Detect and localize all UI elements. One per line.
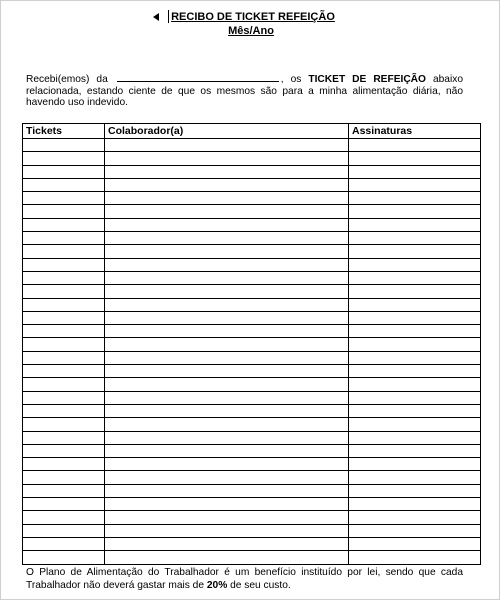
colaborador-cell[interactable] — [105, 298, 349, 311]
ticket-cell[interactable] — [23, 258, 105, 271]
ticket-cell[interactable] — [23, 471, 105, 484]
assinatura-cell[interactable] — [349, 178, 481, 191]
colaborador-cell[interactable] — [105, 245, 349, 258]
header-assinaturas: Assinaturas — [349, 124, 481, 139]
ticket-cell[interactable] — [23, 498, 105, 511]
table-row — [23, 311, 481, 324]
table-row — [23, 484, 481, 497]
table-row — [23, 298, 481, 311]
colaborador-cell[interactable] — [105, 418, 349, 431]
colaborador-cell[interactable] — [105, 484, 349, 497]
colaborador-cell[interactable] — [105, 218, 349, 231]
ticket-cell[interactable] — [23, 218, 105, 231]
table-row — [23, 245, 481, 258]
colaborador-cell[interactable] — [105, 205, 349, 218]
table-row — [23, 418, 481, 431]
table-row — [23, 551, 481, 564]
colaborador-cell[interactable] — [105, 537, 349, 550]
receipt-table — [22, 123, 481, 565]
colaborador-cell[interactable] — [105, 338, 349, 351]
assinatura-cell[interactable] — [349, 139, 481, 152]
text-cursor-icon — [168, 10, 169, 23]
ticket-cell[interactable] — [23, 551, 105, 564]
ticket-cell[interactable] — [23, 139, 105, 152]
document-title: RECIBO DE TICKET REFEIÇÃO — [171, 11, 335, 23]
ticket-cell[interactable] — [23, 378, 105, 391]
ticket-cell[interactable] — [23, 458, 105, 471]
table-row — [23, 404, 481, 417]
footer-part1: O Plano de Alimentação do Trabalhador é um benefício instituído por lei, sendo que cada Trabalhador não deverá gastar mais de — [26, 567, 463, 591]
statement-part3: abaixo relacionada, estando ciente de que os mesmos são para a minha alimentação diária, não havendo uso indevido. — [26, 74, 463, 108]
table-row — [23, 165, 481, 178]
ticket-cell[interactable] — [23, 311, 105, 324]
ticket-cell[interactable] — [23, 285, 105, 298]
ticket-cell[interactable] — [23, 351, 105, 364]
ticket-cell[interactable] — [23, 271, 105, 284]
table-row — [23, 458, 481, 471]
ticket-cell[interactable] — [23, 152, 105, 165]
assinatura-cell[interactable] — [349, 524, 481, 537]
colaborador-cell[interactable] — [105, 471, 349, 484]
table-row — [23, 152, 481, 165]
table-row — [23, 391, 481, 404]
statement-highlight: TICKET DE REFEIÇÃO — [308, 74, 426, 85]
colaborador-cell[interactable] — [105, 444, 349, 457]
assinatura-cell[interactable] — [349, 338, 481, 351]
ticket-cell[interactable] — [23, 444, 105, 457]
table-row — [23, 524, 481, 537]
assinatura-cell[interactable] — [349, 298, 481, 311]
table-row — [23, 444, 481, 457]
table-row — [23, 338, 481, 351]
header-colaborador: Colaborador(a) — [105, 124, 349, 139]
colaborador-cell[interactable] — [105, 498, 349, 511]
table-row — [23, 258, 481, 271]
assinatura-cell[interactable] — [349, 378, 481, 391]
assinatura-cell[interactable] — [349, 165, 481, 178]
table-row — [23, 498, 481, 511]
assinatura-cell[interactable] — [349, 444, 481, 457]
table-row — [23, 218, 481, 231]
colaborador-cell[interactable] — [105, 178, 349, 191]
table-row — [23, 205, 481, 218]
table-body — [23, 139, 481, 565]
receipt-statement — [26, 72, 463, 109]
ticket-cell[interactable] — [23, 365, 105, 378]
ticket-cell[interactable] — [23, 418, 105, 431]
colaborador-cell[interactable] — [105, 431, 349, 444]
ticket-cell[interactable] — [23, 431, 105, 444]
table-row — [23, 271, 481, 284]
colaborador-cell[interactable] — [105, 311, 349, 324]
document-title-line — [167, 10, 335, 24]
assinatura-cell[interactable] — [349, 311, 481, 324]
colaborador-cell[interactable] — [105, 365, 349, 378]
colaborador-cell[interactable] — [105, 232, 349, 245]
table-header-row — [23, 124, 481, 139]
ticket-cell[interactable] — [23, 391, 105, 404]
assinatura-cell[interactable] — [349, 391, 481, 404]
colaborador-cell[interactable] — [105, 271, 349, 284]
ticket-cell[interactable] — [23, 205, 105, 218]
colaborador-cell[interactable] — [105, 285, 349, 298]
assinatura-cell[interactable] — [349, 218, 481, 231]
ticket-cell[interactable] — [23, 404, 105, 417]
statement-part1: Recebi(emos) da — [26, 74, 108, 85]
ticket-cell[interactable] — [23, 484, 105, 497]
colaborador-cell[interactable] — [105, 524, 349, 537]
colaborador-cell[interactable] — [105, 551, 349, 564]
table-row — [23, 537, 481, 550]
colaborador-cell[interactable] — [105, 192, 349, 205]
table-row — [23, 378, 481, 391]
assinatura-cell[interactable] — [349, 365, 481, 378]
header-tickets: Tickets — [23, 124, 105, 139]
statement-part2: , os — [280, 74, 302, 85]
ticket-cell[interactable] — [23, 338, 105, 351]
colaborador-cell[interactable] — [105, 165, 349, 178]
assinatura-cell[interactable] — [349, 285, 481, 298]
assinatura-cell[interactable] — [349, 484, 481, 497]
assinatura-cell[interactable] — [349, 232, 481, 245]
assinatura-cell[interactable] — [349, 551, 481, 564]
table-row — [23, 192, 481, 205]
company-name-blank[interactable] — [117, 72, 279, 82]
ticket-cell[interactable] — [23, 537, 105, 550]
ticket-cell[interactable] — [23, 245, 105, 258]
ticket-cell[interactable] — [23, 192, 105, 205]
assinatura-cell[interactable] — [349, 325, 481, 338]
colaborador-cell[interactable] — [105, 325, 349, 338]
assinatura-cell[interactable] — [349, 271, 481, 284]
table-row — [23, 511, 481, 524]
assinatura-cell[interactable] — [349, 458, 481, 471]
assinatura-cell[interactable] — [349, 351, 481, 364]
table-row — [23, 178, 481, 191]
colaborador-cell[interactable] — [105, 511, 349, 524]
ticket-cell[interactable] — [23, 232, 105, 245]
caret-left-icon — [153, 13, 159, 21]
colaborador-cell[interactable] — [105, 152, 349, 165]
document-subtitle: Mês/Ano — [228, 25, 274, 37]
table-row — [23, 232, 481, 245]
table-row — [23, 351, 481, 364]
ticket-cell[interactable] — [23, 524, 105, 537]
footer-part2: de seu custo. — [230, 580, 291, 591]
ticket-cell[interactable] — [23, 511, 105, 524]
footer-highlight: 20% — [206, 580, 228, 591]
table-row — [23, 365, 481, 378]
assinatura-cell[interactable] — [349, 152, 481, 165]
assinatura-cell[interactable] — [349, 498, 481, 511]
title-block — [1, 7, 500, 38]
ticket-cell[interactable] — [23, 178, 105, 191]
colaborador-cell[interactable] — [105, 258, 349, 271]
assinatura-cell[interactable] — [349, 404, 481, 417]
assinatura-cell[interactable] — [349, 471, 481, 484]
colaborador-cell[interactable] — [105, 378, 349, 391]
ticket-cell[interactable] — [23, 325, 105, 338]
ticket-cell[interactable] — [23, 298, 105, 311]
assinatura-cell[interactable] — [349, 192, 481, 205]
assinatura-cell[interactable] — [349, 431, 481, 444]
ticket-cell[interactable] — [23, 165, 105, 178]
assinatura-cell[interactable] — [349, 205, 481, 218]
footer-note — [26, 566, 463, 592]
assinatura-cell[interactable] — [349, 511, 481, 524]
assinatura-cell[interactable] — [349, 258, 481, 271]
table-row — [23, 471, 481, 484]
table-row — [23, 285, 481, 298]
colaborador-cell[interactable] — [105, 139, 349, 152]
colaborador-cell[interactable] — [105, 351, 349, 364]
assinatura-cell[interactable] — [349, 418, 481, 431]
table-row — [23, 325, 481, 338]
colaborador-cell[interactable] — [105, 404, 349, 417]
colaborador-cell[interactable] — [105, 458, 349, 471]
assinatura-cell[interactable] — [349, 245, 481, 258]
table-row — [23, 139, 481, 152]
assinatura-cell[interactable] — [349, 537, 481, 550]
colaborador-cell[interactable] — [105, 391, 349, 404]
table-row — [23, 431, 481, 444]
